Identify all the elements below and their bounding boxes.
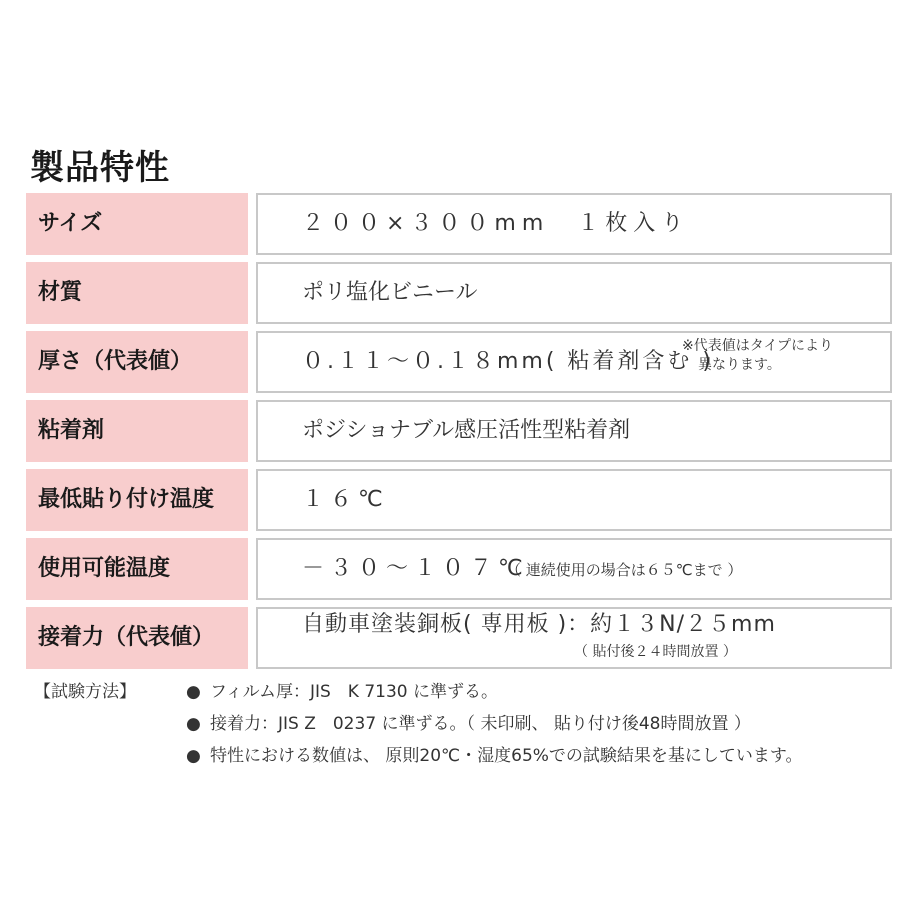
spec-row-adhesive xyxy=(26,400,892,462)
spec-value-adhesion-text: 自動車塗装銅板( 専用板 )：約１３N/２５mm xyxy=(302,612,776,637)
spec-label-usable-temp: 使用可能温度 xyxy=(26,538,248,600)
bullet-icon: ● xyxy=(186,682,201,702)
test-method-text: 接着力：JIS Z 0237 に準ずる。（ 未印刷、 貼り付け後48時間放置 ） xyxy=(210,714,751,734)
spec-row-thickness xyxy=(26,331,892,393)
spec-value-material-text: ポリ塩化ビニール xyxy=(302,280,478,305)
test-methods-title: 【試験方法】 xyxy=(34,682,136,702)
bullet-icon: ● xyxy=(186,714,201,734)
spec-label-material: 材質 xyxy=(26,262,248,324)
test-method-item xyxy=(186,709,751,734)
test-method-item xyxy=(186,677,498,702)
spec-note-thickness-line1: ※代表値はタイプにより xyxy=(682,338,834,354)
test-method-item xyxy=(186,741,803,766)
spec-value-size xyxy=(256,193,892,255)
spec-label-thickness: 厚さ（代表値） xyxy=(26,331,248,393)
test-method-text: フィルム厚：JIS K 7130 に準ずる。 xyxy=(210,682,498,702)
spec-note-usable-temp: （ 連続使用の場合は６５℃まで ） xyxy=(506,561,743,579)
spec-label-adhesive: 粘着剤 xyxy=(26,400,248,462)
spec-label-size: サイズ xyxy=(26,193,248,255)
spec-note-thickness-line2: 異なります。 xyxy=(698,357,781,373)
spec-label-adhesion: 接着力（代表値） xyxy=(26,607,248,669)
spec-value-thickness-text: ０.１１～０.１８mm( 粘着剤含む ) xyxy=(302,349,715,374)
bullet-icon: ● xyxy=(186,746,201,766)
spec-value-adhesion xyxy=(256,607,892,669)
spec-value-adhesive xyxy=(256,400,892,462)
spec-row-adhesion xyxy=(26,607,892,669)
spec-value-usable-temp-text: －３０～１０７℃ xyxy=(302,556,529,581)
spec-value-usable-temp xyxy=(256,538,892,600)
spec-note-adhesion: （ 貼付後２４時間放置 ） xyxy=(574,644,737,660)
page-title: 製品特性 xyxy=(30,148,170,188)
spec-value-min-temp-text: １６℃ xyxy=(302,487,389,512)
spec-row-size xyxy=(26,193,892,255)
spec-value-adhesive-text: ポジショナブル感圧活性型粘着剤 xyxy=(302,418,631,443)
spec-label-min-temp: 最低貼り付け温度 xyxy=(26,469,248,531)
test-method-text: 特性における数値は、 原則20℃・湿度65%での試験結果を基にしています。 xyxy=(210,746,803,766)
spec-row-min-temp xyxy=(26,469,892,531)
spec-row-usable-temp xyxy=(26,538,892,600)
spec-value-min-temp xyxy=(256,469,892,531)
spec-value-size-text: ２００×３００mm １枚入り xyxy=(302,211,690,236)
spec-value-material xyxy=(256,262,892,324)
spec-row-material xyxy=(26,262,892,324)
spec-value-thickness xyxy=(256,331,892,393)
